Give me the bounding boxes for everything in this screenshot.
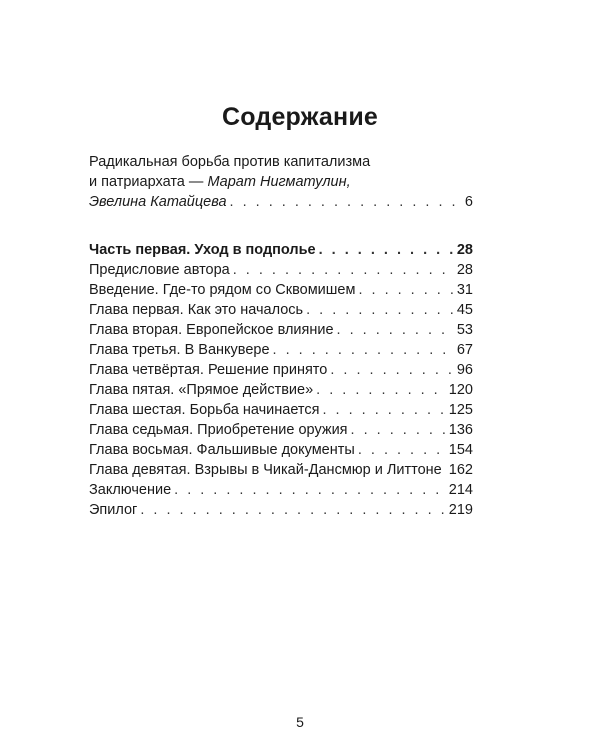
toc-entry — [89, 460, 473, 480]
toc-entry — [89, 500, 473, 520]
leader-dots — [337, 320, 454, 340]
leader-dots — [174, 480, 446, 500]
toc-entry-label: Заключение — [89, 482, 172, 498]
toc-page-number: 120 — [448, 382, 473, 398]
toc-page-number: 136 — [448, 422, 473, 438]
toc-entry — [89, 340, 473, 360]
toc-entry-label: Введение. Где-то рядом со Сквомишем — [89, 282, 356, 298]
leader-dots — [319, 240, 454, 260]
leader-dots — [330, 360, 454, 380]
leader-dots — [273, 340, 454, 360]
toc-entry — [89, 360, 473, 380]
toc-entry-label: Глава четвёртая. Решение принято — [89, 362, 328, 378]
toc-entry — [89, 440, 473, 460]
part-heading: Часть первая. Уход в подполье — [89, 242, 316, 258]
leader-dots — [230, 192, 462, 212]
toc-page-number: 219 — [448, 502, 473, 518]
toc-entry-label: Глава седьмая. Приобретение оружия — [89, 422, 348, 438]
toc-entry — [89, 420, 473, 440]
toc-entry-label: Глава первая. Как это началось — [89, 302, 304, 318]
preface-line-2-text: и патриархата — — [89, 174, 208, 190]
toc-entry — [89, 320, 473, 340]
toc-entry — [89, 300, 473, 320]
toc-entry — [89, 380, 473, 400]
toc-entry — [89, 480, 473, 500]
preface-line-1: Радикальная борьба против капитализма — [89, 154, 371, 170]
toc-page-number: 154 — [448, 442, 473, 458]
toc-entry — [89, 280, 473, 300]
toc-entry-label: Глава третья. В Ванкувере — [89, 342, 270, 358]
toc-entry-label: Глава девятая. Взрывы в Чикай-Дансмюр и Литтоне — [89, 462, 442, 478]
preface-line-2 — [89, 172, 473, 192]
leader-dots — [316, 380, 446, 400]
preface-author-2: Эвелина Катайцева — [89, 194, 227, 210]
toc-entry-label: Глава восьмая. Фальшивые документы — [89, 442, 355, 458]
toc-entry-label: Глава вторая. Европейское влияние — [89, 322, 334, 338]
leader-dots — [323, 400, 446, 420]
toc-entry-label: Предисловие автора — [89, 262, 230, 278]
toc-page-number: 53 — [456, 322, 473, 338]
toc-page-number: 28 — [456, 242, 473, 258]
toc-page-number: 125 — [448, 402, 473, 418]
leader-dots — [140, 500, 445, 520]
toc-page-number: 28 — [456, 262, 473, 278]
leader-dots — [306, 300, 454, 320]
leader-dots — [358, 280, 453, 300]
toc-page-number: 31 — [456, 282, 473, 298]
leader-dots — [233, 260, 454, 280]
spacer — [89, 212, 473, 232]
leader-dots — [445, 460, 446, 480]
toc-entry — [89, 260, 473, 280]
page-title: Содержание — [221, 103, 379, 131]
toc-entry — [89, 400, 473, 420]
preface-author-1: Марат Нигматулин, — [207, 174, 351, 190]
table-of-contents — [89, 152, 473, 520]
leader-dots — [351, 420, 446, 440]
toc-page-number: 96 — [456, 362, 473, 378]
toc-entry-label: Глава шестая. Борьба начинается — [89, 402, 320, 418]
toc-entry-preface — [89, 192, 473, 212]
leader-dots — [358, 440, 446, 460]
toc-page-number: 6 — [464, 194, 473, 210]
toc-entry-label: Эпилог — [89, 502, 138, 518]
toc-page-number: 67 — [456, 342, 473, 358]
toc-entry-part — [89, 240, 473, 260]
toc-entry-label: Глава пятая. «Прямое действие» — [89, 382, 314, 398]
toc-page-number: 45 — [456, 302, 473, 318]
toc-entries-list — [89, 260, 473, 520]
toc-page-number: 162 — [448, 462, 473, 478]
page-number-footer: 5 — [296, 714, 304, 730]
toc-page-number: 214 — [448, 482, 473, 498]
